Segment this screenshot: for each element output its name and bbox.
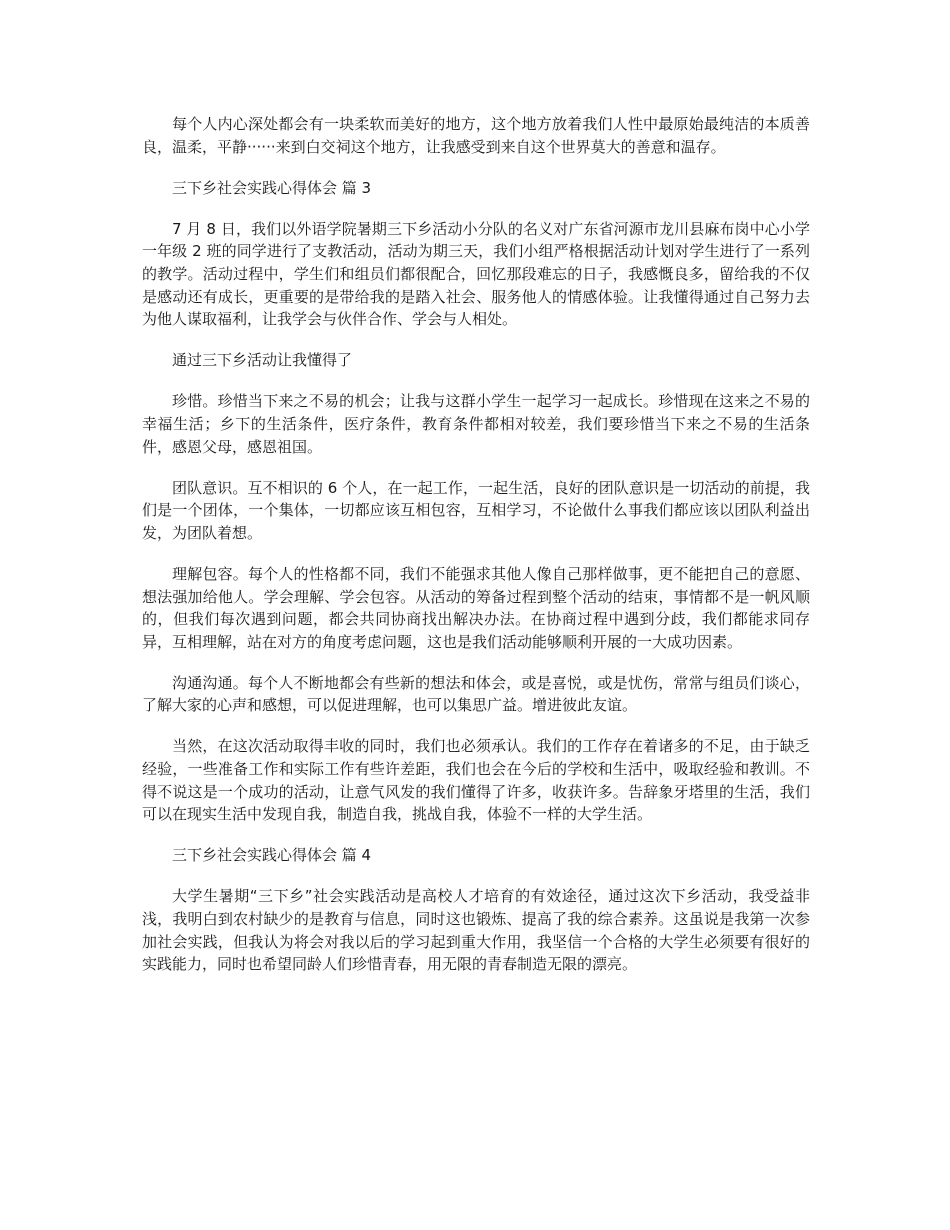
- section-heading-part3: 三下乡社会实践心得体会 篇 3: [172, 178, 372, 197]
- paragraph-communication: 沟通沟通。每个人不断地都会有些新的想法和体会，或是喜悦，或是忧伤，常常与组员们谈心，了解大家的心声和感想，可以促进理解，也可以集思广益。增进彼此友谊。: [142, 673, 810, 715]
- paragraph-cherish: 珍惜。珍惜当下来之不易的机会；让我与这群小学生一起学习一起成长。珍惜现在这来之不易的幸福生活；乡下的生活条件，医疗条件，教育条件都相对较差，我们要珍惜当下来之不易的生活条件，感恩父母，感恩祖国。: [142, 392, 810, 456]
- section-heading-part4: 三下乡社会实践心得体会 篇 4: [172, 846, 372, 865]
- paragraph-understanding: 理解包容。每个人的性格都不同，我们不能强求其他人像自己那样做事，更不能把自己的意愿、想法强加给他人。学会理解、学会包容。从活动的筹备过程到整个活动的结束，事情都不是一帆风顺的，但我们每次遇到问题，都会共同协商找出解决办法。在协商过程中遇到分歧，我们都能求同存异，互相理解，站在对方的角度考虑问题，这也是我们活动能够顺利开展的一大成功因素。: [142, 564, 810, 651]
- paragraph-summer-practice: 大学生暑期“三下乡”社会实践活动是高校人才培育的有效途径，通过这次下乡活动，我受益非浅，我明白到农村缺少的是教育与信息，同时这也锻炼、提高了我的综合素养。这虽说是我第一次参加社会实践，但我认为将会对我以后的学习起到重大作用，我坚信一个合格的大学生必须要有很好的实践能力，同时也希望同龄人们珍惜青春，用无限的青春制造无限的漂亮。: [142, 887, 810, 974]
- paragraph-reflection: 当然，在这次活动取得丰收的同时，我们也必须承认。我们的工作存在着诸多的不足，由于缺乏经验，一些准备工作和实际工作有些许差距，我们也会在今后的学校和生活中，吸取经验和教训。不得不说这是一个成功的活动，让意气风发的我们懂得了许多，收获许多。告辞象牙塔里的生活，我们可以在现实生活中发现自我，制造自我，挑战自我，体验不一样的大学生活。: [142, 737, 810, 824]
- paragraph-teamwork: 团队意识。互不相识的 6 个人，在一起工作，一起生活，良好的团队意识是一切活动的前提，我们是一个团体，一个集体，一切都应该互相包容，互相学习，不论做什么事我们都应该以团队利益出发，为团队着想。: [142, 478, 810, 542]
- paragraph-teaching-activity: 7 月 8 日，我们以外语学院暑期三下乡活动小分队的名义对广东省河源市龙川县麻布岗中心小学一年级 2 班的同学进行了支教活动，活动为期三天，我们小组严格根据活动计划对学生进行了一系列的教学。活动过程中，学生们和组员们都很配合，回忆那段难忘的日子，我感慨良多，留给我的不仅是感动还有成长，更重要的是带给我的是踏入社会、服务他人的情感体验。让我懂得通过自己努力去为他人谋取福利，让我学会与伙伴合作、学会与人相处。: [142, 219, 810, 329]
- subheading-lessons-learned: 通过三下乡活动让我懂得了: [172, 351, 353, 370]
- document-page: [142, 113, 810, 994]
- paragraph-intro: 每个人内心深处都会有一块柔软而美好的地方，这个地方放着我们人性中最原始最纯洁的本质善良，温柔，平静······来到白交祠这个地方，让我感受到来自这个世界莫大的善意和温存。: [142, 115, 810, 156]
